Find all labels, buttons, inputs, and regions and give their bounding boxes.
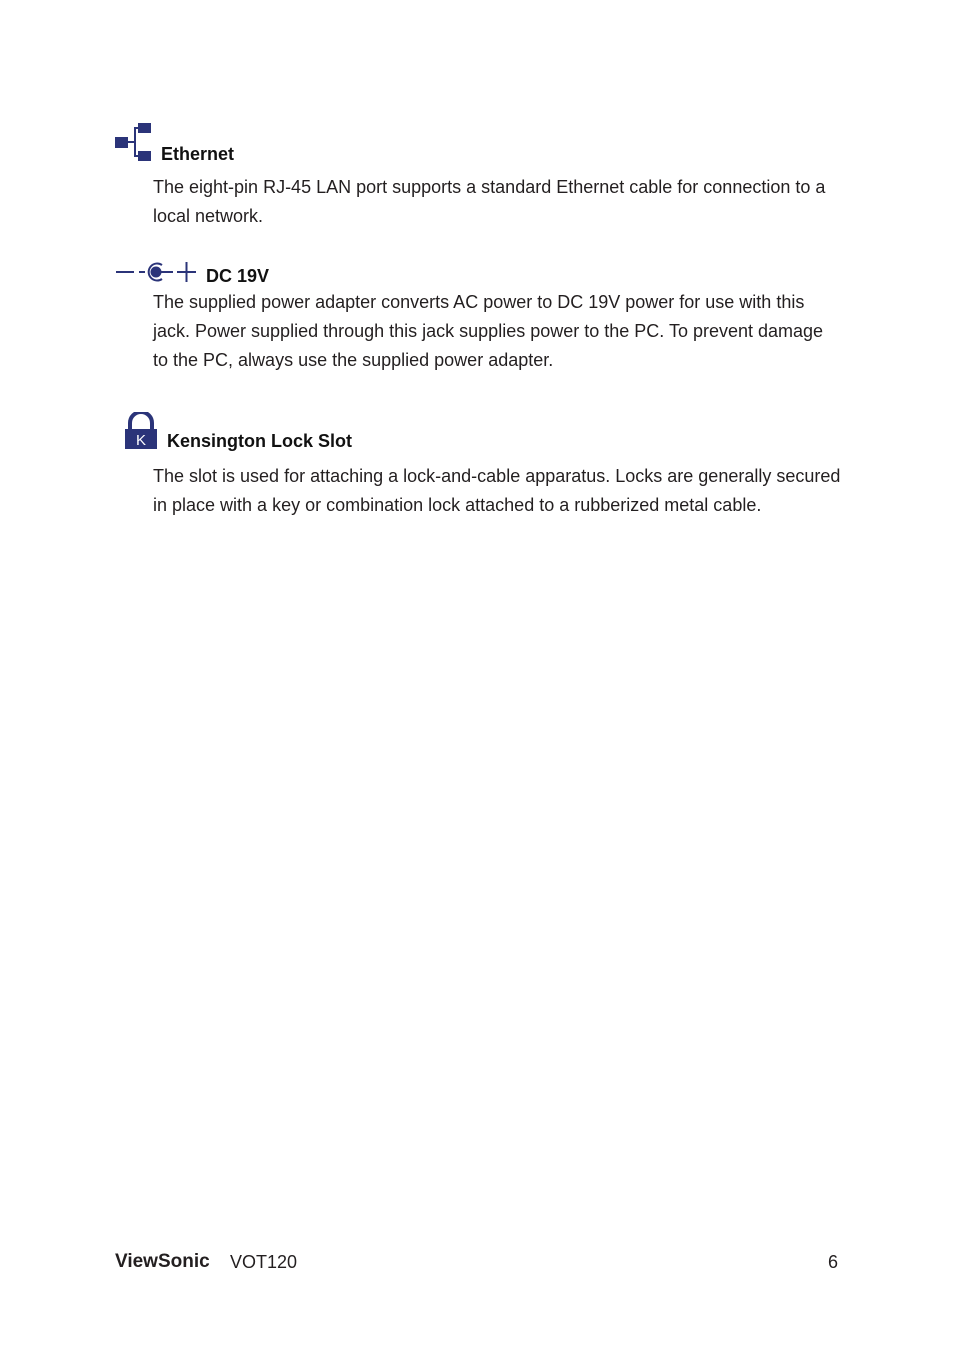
- ethernet-description: The eight-pin RJ-45 LAN port supports a standard Ethernet cable for connection to a local network.: [153, 177, 826, 226]
- dc-19v-description: The supplied power adapter converts AC power to DC 19V power for use with this jack. Power supplied through this jack supplies power to the PC. To prevent damage to the PC, always use the supplied power adapter.: [153, 292, 824, 370]
- ethernet-icon: [115, 122, 153, 162]
- page-number: 6: [827, 1252, 838, 1272]
- ethernet-heading: Ethernet: [161, 144, 235, 164]
- lock-letter: K: [135, 432, 147, 449]
- kensington-description: The slot is used for attaching a lock-and-cable apparatus. Locks are generally secured in place with a key or combination lock attached to a rubberized metal cable.: [153, 466, 841, 515]
- dc-power-icon: [115, 259, 199, 285]
- footer-brand: ViewSonic: [115, 1251, 210, 1272]
- footer-model: VOT120: [230, 1252, 298, 1272]
- dc-19v-heading: DC 19V: [206, 266, 270, 286]
- kensington-heading: Kensington Lock Slot: [167, 431, 353, 451]
- kensington-lock-icon: [124, 412, 158, 450]
